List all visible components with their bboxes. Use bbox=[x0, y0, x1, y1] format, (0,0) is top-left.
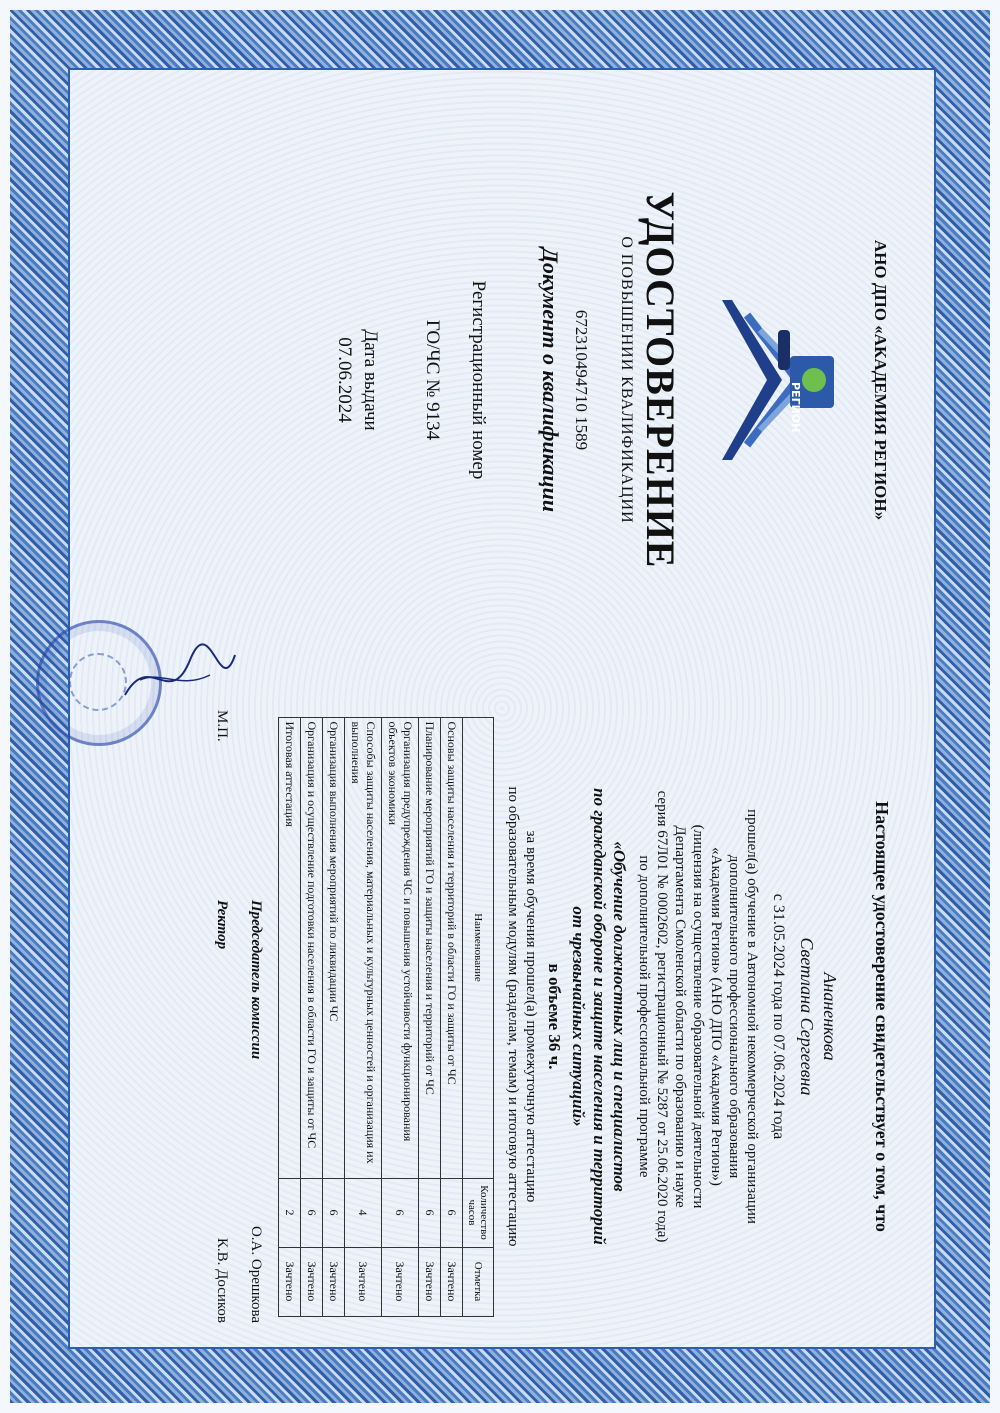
org-name: АНО ДПО «АКАДЕМИЯ РЕГИОН» bbox=[871, 239, 890, 521]
region-logo-icon bbox=[702, 290, 852, 470]
table-row: Итоговая аттестация 2 Зачтено bbox=[278, 717, 300, 1316]
license-line-1: (лицензия на осуществление образовательной деятельности bbox=[690, 824, 707, 1209]
attestation-line-1: за время обучения прошел(а) промежуточную аттестацию bbox=[522, 830, 539, 1203]
license-line-3: серия 67Л01 № 0002602, регистрационный № 5287 от 25.06.2020 года) bbox=[654, 790, 671, 1243]
issue-date: 07.06.2024 bbox=[334, 337, 355, 423]
program-name-2: по гражданской обороне и защите населения и территорий bbox=[589, 788, 609, 1245]
table-row: Организация предупреждения ЧС и повышения устойчивости функционирования объектов экономики 6 Зачтено bbox=[381, 717, 418, 1316]
program-intro: по дополнительной профессиональной программе bbox=[636, 855, 653, 1178]
certificate-cover-half bbox=[80, 80, 920, 680]
rector-name: К.В. Досиков bbox=[213, 1237, 230, 1323]
holder-given-name: Светлана Сергеевна bbox=[796, 937, 817, 1096]
rector-role: Ректор bbox=[213, 900, 230, 950]
table-row: Планирование мероприятий ГО и защиты населения и территорий от ЧС 6 Зачтено bbox=[418, 717, 440, 1316]
org-line-3: «Академия Регион» (АНО ДПО «Академия Регион») bbox=[708, 847, 725, 1186]
table-row: Организация выполнения мероприятий по ликвидации ЧС 6 Зачтено bbox=[322, 717, 344, 1316]
chair-role: Председатель комиссии bbox=[247, 900, 264, 1060]
modules-table bbox=[278, 717, 494, 1317]
registration-label: Регистрационный номер bbox=[468, 280, 489, 480]
org-line-1: прошел(а) обучение в Автономной некоммерческой организации bbox=[744, 809, 761, 1224]
holder-surname: Ананенкова bbox=[820, 972, 840, 1061]
col-name: Наименование bbox=[462, 717, 493, 1178]
document-type: Документ о квалификации bbox=[538, 247, 563, 513]
attestation-line-2: по образовательным модулям (разделам, темам) и итоговую аттестацию bbox=[504, 786, 521, 1247]
certificate-details-half bbox=[80, 700, 920, 1333]
program-name-3: от чрезвычайных ситуаций» bbox=[569, 906, 589, 1127]
document-number: 672310494710 1589 bbox=[572, 309, 591, 451]
signature-row-rector bbox=[204, 700, 238, 1333]
document-title: УДОСТОВЕРЕНИЕ bbox=[638, 191, 683, 569]
col-mark: Отметка bbox=[462, 1247, 493, 1316]
table-row: Основы защиты населения и территорий в области ГО и защиты от ЧС 6 Зачтено bbox=[440, 717, 462, 1316]
table-row: Организация и осуществление подготовки населения в области ГО и защиты от ЧС 6 Зачтено bbox=[300, 717, 322, 1316]
table-row: Способы защиты населения, материальных и культурных ценностей и организация их выполнения 4 Зачтено bbox=[344, 717, 381, 1316]
signature-row-chair bbox=[238, 700, 272, 1333]
certificate-heading: Настоящее удостоверение свидетельствует о том, что bbox=[872, 801, 892, 1232]
seal-place-label: М.П. bbox=[213, 710, 230, 742]
registration-number: ГО/ЧС № 9134 bbox=[422, 319, 443, 441]
document-subtitle: О ПОВЫШЕНИИ КВАЛИФИКАЦИИ bbox=[618, 236, 635, 524]
org-line-2: дополнительного профессионального образования bbox=[726, 854, 743, 1179]
study-period: с 31.05.2024 года по 07.06.2024 года bbox=[770, 893, 788, 1140]
license-line-2: Департамента Смоленской области по образованию и науке bbox=[672, 825, 689, 1208]
signature-icon bbox=[120, 640, 240, 710]
logo-text: РЕГИОН bbox=[789, 382, 802, 433]
col-hours: Количество часов bbox=[462, 1178, 493, 1247]
program-volume: в объеме 36 ч. bbox=[544, 963, 564, 1070]
issue-date-label: Дата выдачи bbox=[360, 329, 381, 431]
chair-name: О.А. Орешкова bbox=[247, 1225, 264, 1323]
program-name-1: «Обучение должностных лиц и специалистов bbox=[610, 841, 630, 1192]
